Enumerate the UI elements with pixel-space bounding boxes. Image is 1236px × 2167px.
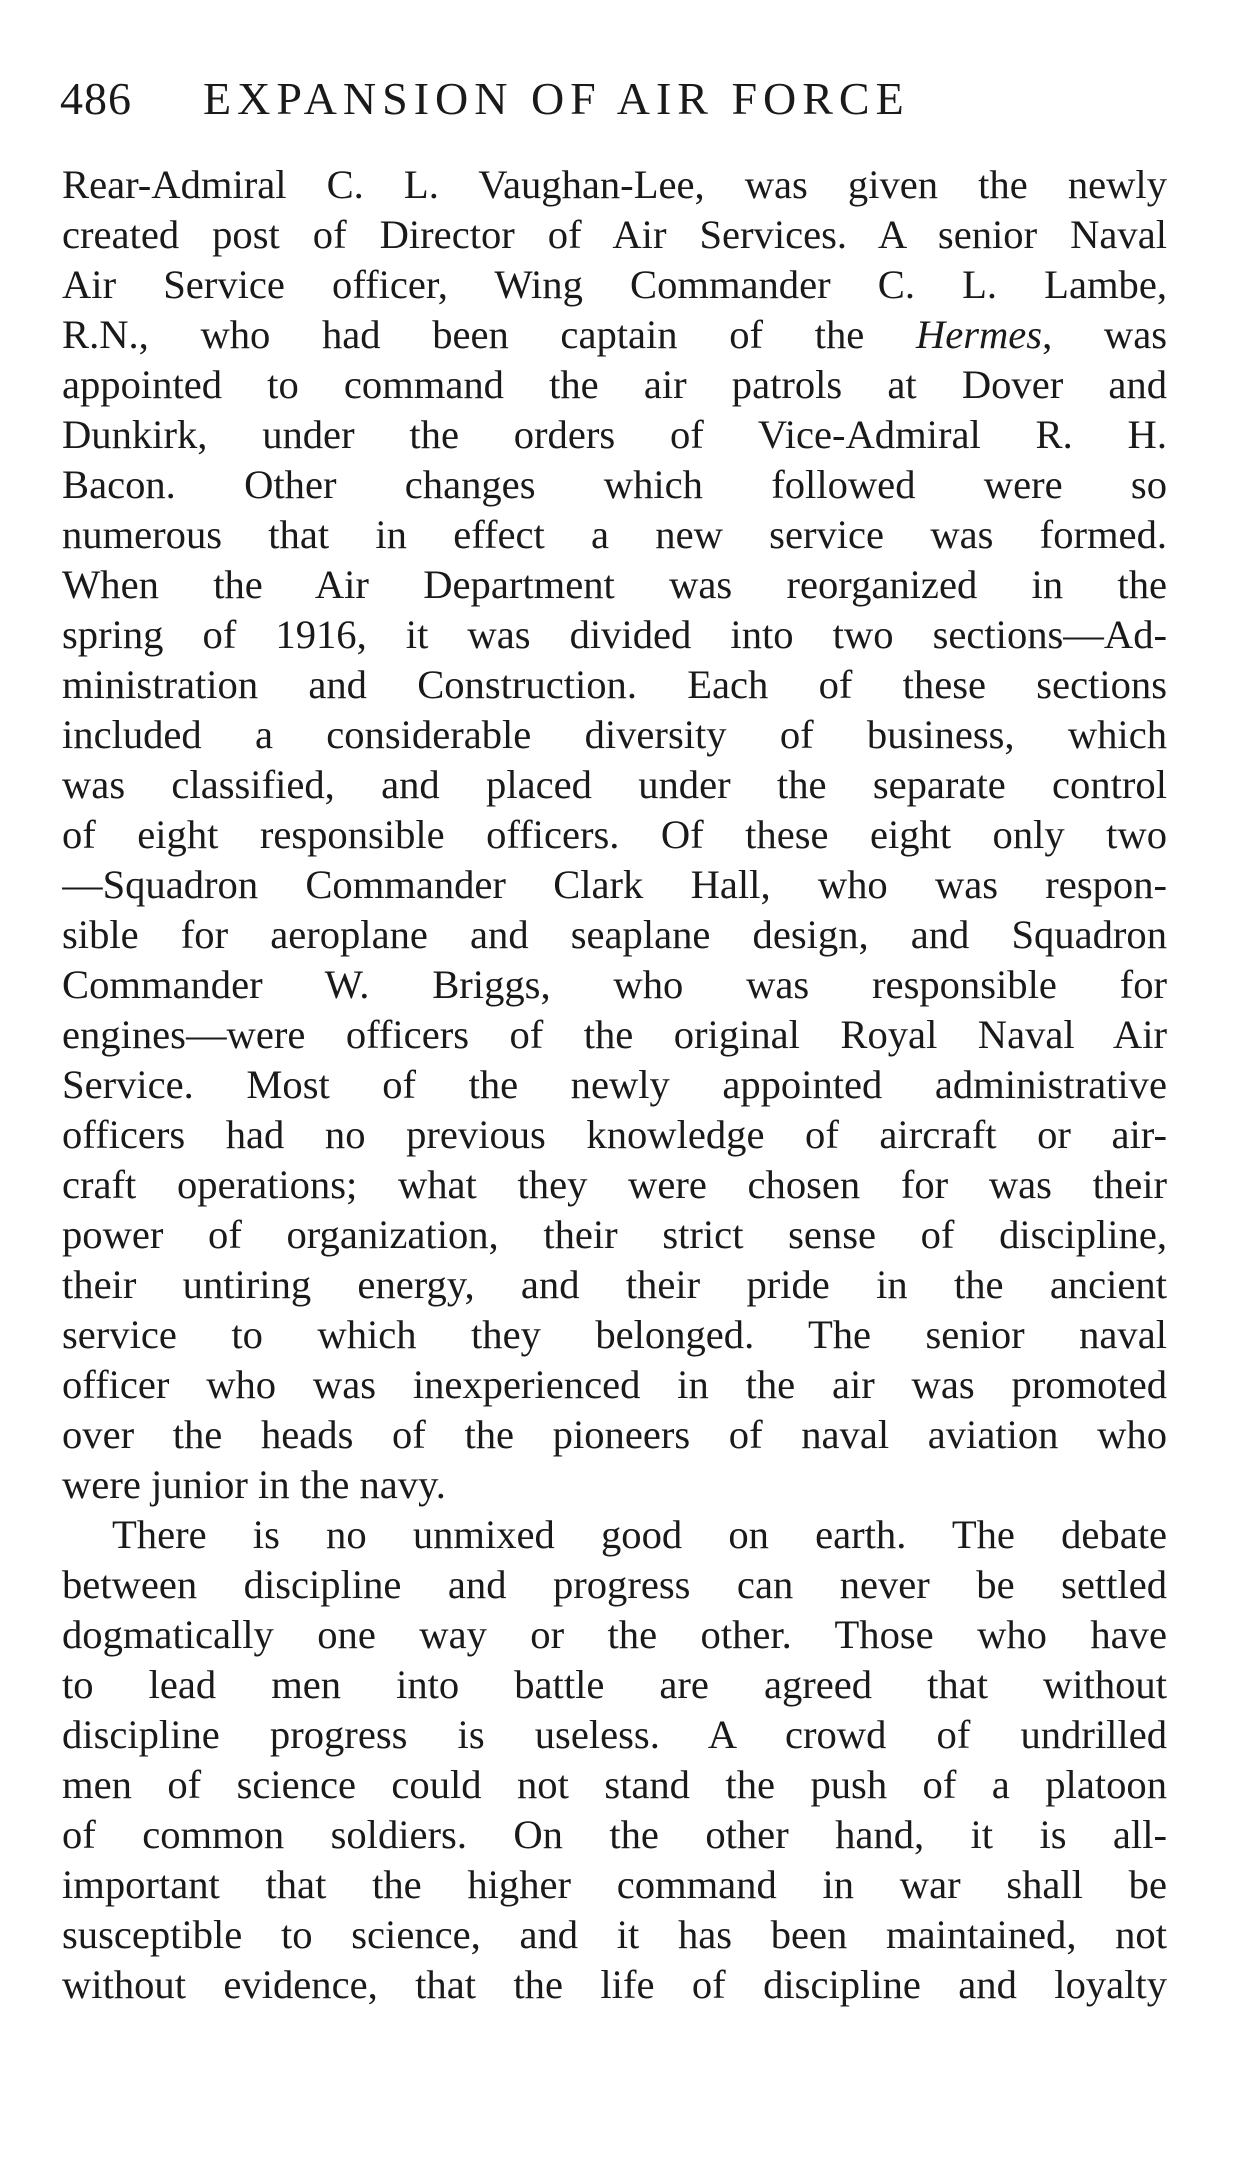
- paragraph-2: [62, 1510, 1167, 2010]
- text-line: R.N., who had been captain of the Hermes, was: [62, 312, 1167, 357]
- text-line: There is no unmixed good on earth. The debate: [112, 1512, 1167, 1557]
- text-line: Service. Most of the newly appointed administrative: [62, 1062, 1167, 1107]
- body-text: [62, 160, 1167, 2010]
- text-line: discipline progress is useless. A crowd of undrilled: [62, 1712, 1167, 1757]
- text-line: —Squadron Commander Clark Hall, who was respon-: [62, 862, 1167, 907]
- text-line: to lead men into battle are agreed that without: [62, 1662, 1167, 1707]
- text-line: of common soldiers. On the other hand, it is all-: [62, 1812, 1167, 1857]
- text-line: sible for aeroplane and seaplane design, and Squadron: [62, 912, 1167, 957]
- text-line: Air Service officer, Wing Commander C. L. Lambe,: [62, 262, 1167, 307]
- text-line: Commander W. Briggs, who was responsible for: [62, 962, 1167, 1007]
- text-line: their untiring energy, and their pride in the ancient: [62, 1262, 1167, 1307]
- paragraph-1: [62, 160, 1167, 1510]
- text-line: When the Air Department was reorganized in the: [62, 562, 1167, 607]
- text-line: men of science could not stand the push of a platoon: [62, 1762, 1167, 1807]
- text-line: was classified, and placed under the separate control: [62, 762, 1167, 807]
- text-line: service to which they belonged. The senior naval: [62, 1312, 1167, 1357]
- text-line: numerous that in effect a new service was formed.: [62, 512, 1167, 557]
- text-line: ministration and Construction. Each of these sections: [62, 662, 1167, 707]
- text-line: susceptible to science, and it has been maintained, not: [62, 1912, 1167, 1957]
- text-line: Dunkirk, under the orders of Vice-Admiral R. H.: [62, 412, 1167, 457]
- text-line: over the heads of the pioneers of naval aviation who: [62, 1412, 1167, 1457]
- page-number: 486: [60, 73, 132, 124]
- text-line: of eight responsible officers. Of these eight only two: [62, 812, 1167, 857]
- text-line: important that the higher command in war shall be: [62, 1862, 1167, 1907]
- running-title: EXPANSION OF AIR FORCE: [203, 73, 910, 124]
- page-header: [60, 72, 1170, 132]
- text-line: were junior in the navy.: [62, 1462, 446, 1507]
- text-line: officers had no previous knowledge of aircraft or air-: [62, 1112, 1167, 1157]
- text-line: without evidence, that the life of discipline and loyalty: [62, 1962, 1167, 2007]
- text-line: Bacon. Other changes which followed were so: [62, 462, 1167, 507]
- text-line: dogmatically one way or the other. Those who have: [62, 1612, 1167, 1657]
- text-line: engines—were officers of the original Royal Naval Air: [62, 1012, 1167, 1057]
- text-line: between discipline and progress can never be settled: [62, 1562, 1167, 1607]
- text-line: included a considerable diversity of business, which: [62, 712, 1167, 757]
- text-line: spring of 1916, it was divided into two sections—Ad-: [62, 612, 1167, 657]
- text-line: appointed to command the air patrols at Dover and: [62, 362, 1167, 407]
- ship-name: Hermes: [915, 312, 1043, 357]
- text-line: power of organization, their strict sense of discipline,: [62, 1212, 1167, 1257]
- text-line: created post of Director of Air Services. A senior Naval: [62, 212, 1167, 257]
- text-line: officer who was inexperienced in the air was promoted: [62, 1362, 1167, 1407]
- text-line: Rear-Admiral C. L. Vaughan-Lee, was given the newly: [62, 162, 1167, 207]
- text-line: craft operations; what they were chosen for was their: [62, 1162, 1167, 1207]
